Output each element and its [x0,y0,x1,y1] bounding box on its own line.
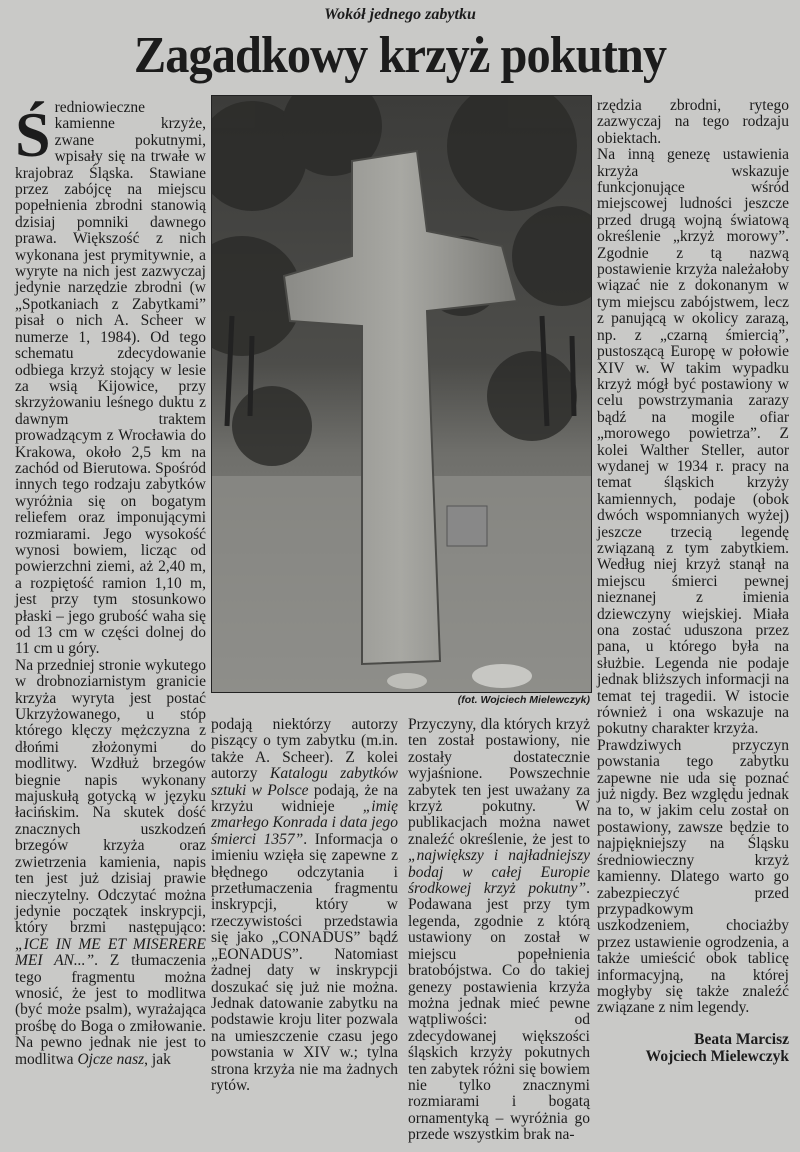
paragraph [15,658,206,1068]
article-title: Zagadkowy krzyż pokutny [133,27,667,84]
author-name: Beata Marcisz [694,1030,789,1048]
text-run: . Podawana jest przy tym legenda, zgodnie z którą ustawiony on został w miejscu popełnienia bratobójstwa. Co do takiej genezy postawienia krzyża można jednak mieć pewne wątpliwości: od zdecydowanej większości śląskich krzyży pokutnych ten zabytek różni się bowiem nie tylko znacznymi rozmiarami i bogatą ornamentyką – wyróżnia go przede wszystkim brak na- [408,880,590,1144]
text-run: . Informacja o imieniu wzięła się zapewne z błędnego odczytania i przetłumaczenia fragmentu inskrypcji, który w rzeczywistości przedstawia się jako „CONADUS” bądź „EONADUS”. Natomiast żadnej daty w inskrypcji doszukać się już nie można. Jednak datowanie zabytku na podstawie kroju liter pozwala na umieszczenie czasu jego powstania w XIV w.; tylna strona krzyża nie ma żadnych rytów. [211,830,398,1094]
text-run: podają niektórzy autorzy piszący o tym zabytku (m.in. także A. Scheer). Z kolei autorzy [211,716,398,783]
photo-caption: (fot. Wojciech Mielewczyk) [457,694,590,706]
text-run: Na przedniej stronie wykutego w drobnoziarnistym granicie krzyża wyryta jest postać Ukrzyżowanego, u stóp którego klęczy mężczyzna z dłońmi złożonymi do modlitwy. Wzdłuż brzegów biegnie napis wykonany majuskułą gotycką w języku łacińskim. Na skutek dość znacznych uszkodzeń brzegów krzyża oraz zwietrzenia kamienia, napis ten jest już dzisiaj prawie nieczytelny. Odczytać można jedynie początek inskrypcji, który brzmi następująco: [15,656,206,937]
italic-text: Katalogu zabytków sztuki w Polsce [211,765,398,799]
italic-text: „imię zmarłego Konrada i data jego śmierci 1357” [211,798,398,848]
author-signature [597,1031,789,1065]
paragraph [408,717,590,1144]
stone-cross-photo [211,95,592,693]
text-run: podają, że na krzyżu widnieje [211,781,398,816]
text-run: , jak [144,1050,171,1068]
text-run: Na inną genezę ustawienia krzyża wskazuje funkcjonujące wśród miejscowej ludności jeszcze przed drugą wojną światową określenie „krzyż morowy”. Zgodnie z tą nazwą postawienie krzyża należałoby wiązać nie z dokonanym w tym miejscu zabójstwem, lecz z panującą w okolicy zarazą, np. z „czarną śmiercią”, pustoszącą Europę w połowie XIV w. W takim wypadku krzyż mógł być postawiony w celu powstrzymania zarazy bądź na mogile ofiar „morowego powietrza”. Z kolei Walther Steller, autor wydanej w 1934 r. pracy na temat śląskich krzyży kamiennych, podaje (obok dwóch wspomnianych wyżej) jeszcze trzecią legendę związaną z tym zabytkiem. Według niej krzyż stanął na miejscu śmierci pewnej nieznanej z imienia dziewczyny wiejskiej. Miała ona zostać uduszona przez pana, u którego była na służbie. Legenda nie podaje jednak bliższych informacji na temat tej tragedii. W istocie również i ona wskazuje na pokutny charakter krzyża. [597,146,789,738]
text-run: . Z tłumaczenia tego fragmentu można wnosić, że jest to modlitwa (być może psalm), wyrażająca prośbę do Boga o zmiłowanie. Na pewno jednak nie jest to modlitwa [15,952,206,1068]
paragraph [15,100,206,658]
paragraph [597,147,789,738]
text-run: Przyczyny, dla których krzyż ten został postawiony, nie zostały dostatecznie wyjaśnione. Powszechnie zabytek ten jest uważany za krzyż pokutny. W publikacjach można nawet znaleźć określenie, że jest to [408,716,590,848]
column-3 [408,717,590,1144]
stone-cross-image [212,96,591,692]
paragraph [211,717,398,1094]
text-run: Prawdziwych przyczyn powstania tego zabytku zapewne nie uda się poznać już nigdy. Bez względu jednak na to, w jakim celu został on postawiony, zawsze będzie to najpiękniejszy na Śląsku średniowieczny krzyż kamienny. Dlatego warto go zabezpieczyć przed przypadkowym uszkodzeniem, chociażby przez ustawienie ogrodzenia, a także umieścić obok tablicę informacyjną, na której mogłyby się także znaleźć związane z nim legendy. [597,736,789,1017]
italic-text: „ICE IN ME ET MISERERE MEI AN...” [15,935,206,970]
paragraph [597,98,789,147]
paragraph [597,738,789,1017]
column-1 [15,100,206,1068]
italic-text: Ojcze nasz [77,1050,145,1068]
column-4 [597,98,789,1065]
text-run: redniowieczne kamienne krzyże, zwane pokutnymi, wpisały się na trwałe w krajobraz Śląska. Stawiane przez zabójcę na miejscu popełnienia zbrodni stanowią dzisiaj pomniki dawnego prawa. Większość z nich wykonana jest prymitywnie, a wyryte na nich jest zazwyczaj jedynie narzędzie zbrodni (w „Spotkaniach z Zabytkami” pisał o nich A. Scheer w numerze 1, 1984). Od tego schematu zdecydowanie odbiega krzyż stojący w lesie za wsią Kijowice, przy skrzyżowaniu leśnego duktu z dawnym traktem prowadzącym z Wrocławia do Krakowa, około 2,5 km na zachód od Bierutowa. Spośród innych tego rodzaju zabytków wyróżnia się on bogatym reliefem oraz imponującymi rozmiarami. Jego wysokość wynosi bowiem, licząc od powierzchni ziemi, aż 2,40 m, a rozpiętość ramion 1,10 m, jest przy tym stosunkowo płaski – jego grubość waha się od 13 cm w części dolnej do 11 cm u góry. [15,99,206,658]
text-run: rzędzia zbrodni, rytego zazwyczaj na tego rodzaju obiektach. [597,97,789,147]
column-2 [211,717,398,1094]
section-kicker: Wokół jednego zabytku [324,6,476,23]
drop-cap: Ś [15,99,51,170]
author-name: Wojciech Mielewczyk [645,1047,789,1065]
italic-text: „największy i najładniejszy bodaj w całej Europie środkowej krzyż pokutny” [408,847,590,898]
